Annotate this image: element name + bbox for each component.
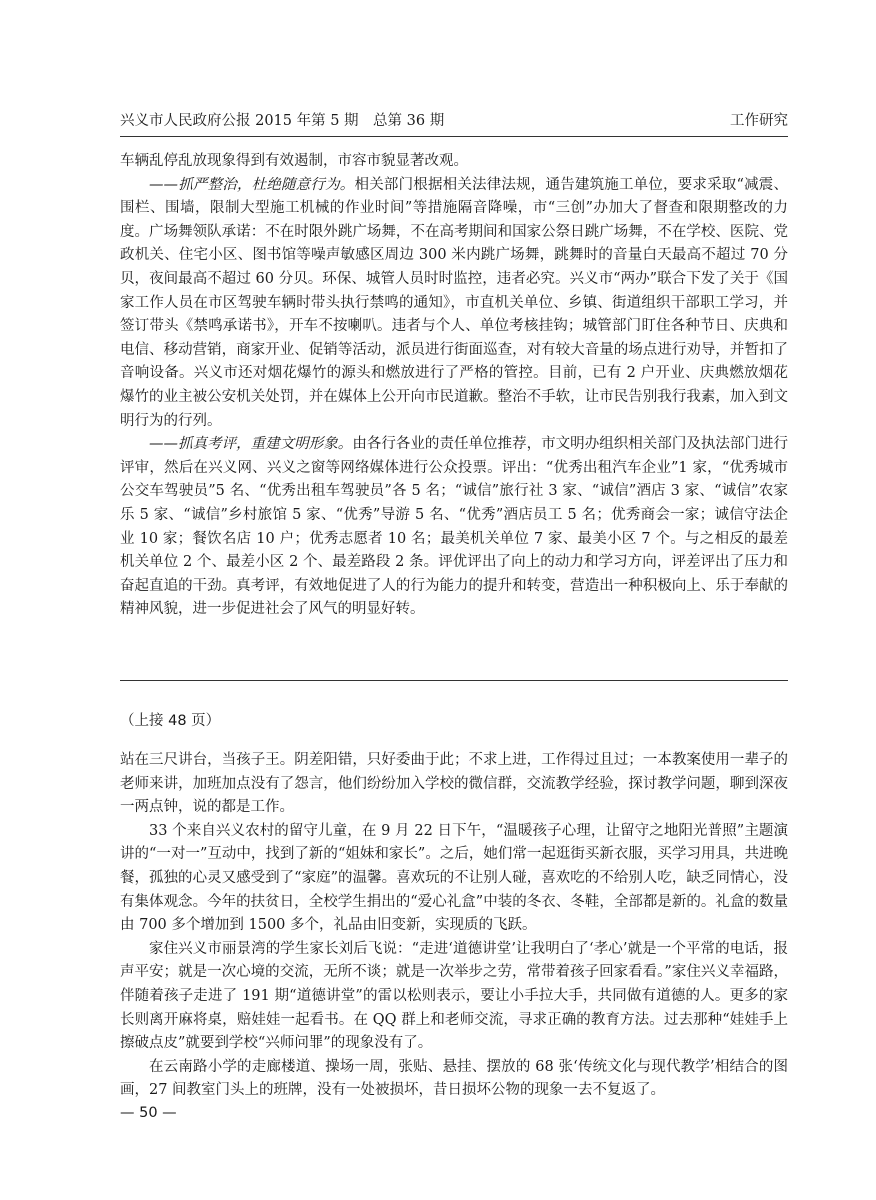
paragraph: 33 个来自兴义农村的留守儿童，在 9 月 22 日下午，“温暖孩子心理，让留守之地阳光普照”主题演讲的“一对一”互动中，找到了新的“姐妹和家长”。之后，她们常一起逛街买新衣服，买学习用具，共进晚餐，孤独的心灵又感受到了“家庭”的温馨。喜欢玩的不让别人碰，喜欢吃的不给别人吃，缺乏同情心，没有集体观念。今年的扶贫日，全校学生捐出的“爱心礼盒”中装的冬衣、冬鞋，全部都是新的。礼盒的数量由 700 多个增加到 1500 多个，礼品由旧变新，实现质的飞跃。 — [120, 822, 788, 934]
page-header — [120, 110, 788, 137]
section-name: 工作研究 — [730, 113, 788, 129]
page-number: — 50 — — [120, 1105, 177, 1121]
paragraph-heading: ——抓严整治，杜绝随意行为。 — [149, 176, 355, 193]
article-section-bottom — [120, 749, 788, 1103]
paragraph-body: 由各行各业的责任单位推荐，市文明办组织相关部门及执法部门进行评审，然后在兴义网、兴义之窗等网络媒体进行公众投票。评出：“优秀出租汽车企业”1 家，“优秀城市公交车驾驶员”5 名、“优秀出租车驾驶员”各 5 名；“诚信”旅行社 3 家、“诚信”酒店 3 家、“诚信”农家乐 5 家、“诚信”乡村旅馆 5 家、“优秀”导游 5 名、“优秀”酒店员工 5 名；优秀商会一家；诚信守法企业 10 家；餐饮名店 10 户；优秀志愿者 10 名；最美机关单位 7 家、最美小区 7 个。与之相反的最差机关单位 2 个、最差小区 2 个、最差路段 2 条。评优评出了向上的动力和学习方向，评差评出了压力和奋起直追的干劲。真考评，有效地促进了人的行为能力的提升和转变，营造出一种积极向上、乐于奉献的精神风貌，进一步促进社会了风气的明显好转。 — [120, 436, 789, 618]
paragraph: 车辆乱停乱放现象得到有效遏制，市容市貌显著改观。 — [120, 153, 468, 169]
article-section-top — [120, 150, 788, 622]
section-divider — [120, 680, 788, 681]
paragraph-body: 相关部门根据相关法律法规，通告建筑施工单位，要求采取“减震、围栏、围墙，限制大型施工机械的作业时间”等措施隔音降噪，市“三创”办加大了督查和限期整改的力度。广场舞领队承诺：不在时限外跳广场舞，不在高考期间和国家公祭日跳广场舞，不在学校、医院、党政机关、住宅小区、图书馆等噪声敏感区周边 300 米内跳广场舞，跳舞时的音量白天最高不超过 70 分贝，夜间最高不超过 60 分贝。环保、城管人员时时监控，违者必究。兴义市“两办”联合下发了关于《国家工作人员在市区驾驶车辆时带头执行禁鸣的通知》，市直机关单位、乡镇、街道组织干部职工学习，并签订带头《禁鸣承诺书》，开车不按喇叭。违者与个人、单位考核挂钩；城管部门盯住各种节日、庆典和电信、移动营销，商家开业、促销等活动，派员进行街面巡查，对有较大音量的场点进行劝导，并暂扣了音响设备。兴义市还对烟花爆竹的源头和燃放进行了严格的管控。目前，已有 2 户开业、庆典燃放烟花爆竹的业主被公安机关处罚，并在媒体上公开向市民道歉。整治不手软，让市民告别我行我素，加入到文明行为的行列。 — [120, 176, 788, 429]
paragraph-heading: ——抓真考评，重建文明形象。 — [149, 436, 353, 453]
paragraph: 站在三尺讲台，当孩子王。阴差阳错，只好委曲于此；不求上进，工作得过且过；一本教案使用一辈子的老师来讲，加班加点没有了怨言，他们纷纷加入学校的微信群，交流教学经验，探讨教学问题，聊到深夜一两点钟，说的都是工作。 — [120, 752, 788, 816]
continued-from-label: （上接 48 页） — [120, 713, 221, 729]
paragraph: 家住兴义市丽景湾的学生家长刘后飞说：“走进‘道德讲堂’让我明白了‘孝心’就是一个平常的电话，报声平安；就是一次心境的交流，无所不谈；就是一次举步之劳，常带着孩子回家看看。”家住兴义幸福路，伴随着孩子走进了 191 期“道德讲堂”的雷以松则表示，要让小手拉大手，共同做有道德的人。更多的家长则离开麻将桌，赔娃娃一起看书。在 QQ 群上和老师交流，寻求正确的教育方法。过去那种“娃娃手上擦破点皮”就要到学校“兴师问罪”的现象没有了。 — [120, 940, 788, 1052]
paragraph — [120, 433, 788, 622]
paragraph — [120, 174, 788, 434]
publication-info: 兴义市人民政府公报 2015 年第 5 期 总第 36 期 — [120, 113, 445, 129]
paragraph: 在云南路小学的走廊楼道、操场一周，张贴、悬挂、摆放的 68 张‘传统文化与现代教学’相结合的图画，27 间教室门头上的班牌，没有一处被损坏，昔日损坏公物的现象一去不复返了。 — [120, 1058, 788, 1099]
